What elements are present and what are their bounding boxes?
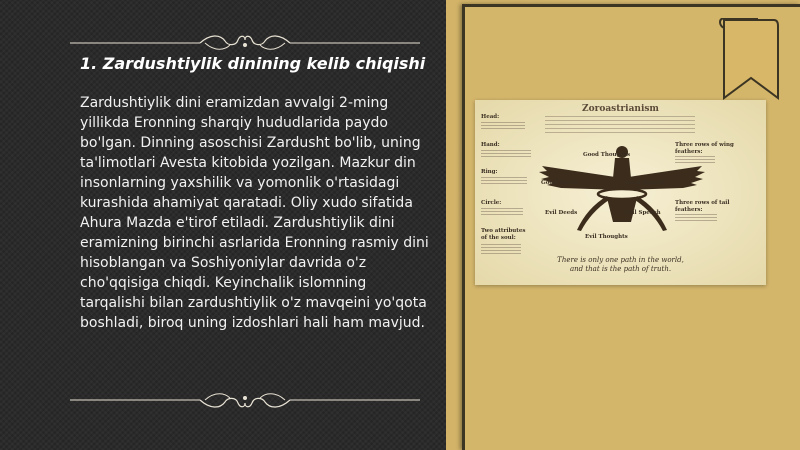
label-ring: Ring: — [481, 169, 498, 175]
label-hand-text — [481, 150, 531, 158]
label-evil-deeds: Evil Deeds — [545, 210, 578, 216]
image-footer — [475, 256, 766, 274]
label-good-words: Good Words — [541, 180, 579, 186]
label-circle: Circle: — [481, 200, 502, 206]
label-wing-text — [675, 156, 715, 164]
label-evil-speech: Evil Speech — [625, 210, 661, 216]
image-subtitle-lines — [545, 116, 695, 136]
label-tail-text — [675, 214, 717, 222]
label-two-attributes: Two attributes of the soul: — [481, 228, 526, 241]
slide-title: 1. Zardushtiylik dinining kelib chiqishi — [80, 54, 426, 73]
image-footer-line2: and that is the path of truth. — [569, 265, 672, 273]
label-head-text — [481, 122, 525, 130]
bookmark-ribbon-icon — [718, 18, 780, 100]
label-evil-thoughts: Evil Thoughts — [585, 234, 628, 240]
image-title: Zoroastrianism — [582, 104, 659, 114]
label-hand: Hand: — [481, 142, 500, 148]
label-good-speech: Good Speech — [625, 180, 665, 186]
faravahar-image — [475, 100, 766, 285]
scroll-ornament-icon — [70, 32, 420, 54]
label-good-thoughts: Good Thoughts — [583, 152, 631, 158]
label-three-rows-wing: Three rows of wing feathers: — [675, 142, 734, 155]
scroll-ornament-bottom-icon — [70, 389, 420, 411]
label-circle-text — [481, 208, 523, 216]
slide-body-text: Zardushtiylik dini eramizdan avvalgi 2-ming yillikda Eronning sharqiy hududlarida paydo bo'lgan. Dinning asoschisi Zardusht bo'lib, uning ta'limotlari Avesta kitobida yozilgan. Mazkur din insonlarning yaxshilik va yomonlik o'rtasidagi kurashida ahamiyat qaratadi. Oliy xudo sifatida Ahura Mazda e'tirof etiladi. Zardushtiylik dini eramizning birinchi asrlarida Eronning rasmiy dini hisoblangan va Soshiyoniylar davrida o'z cho'qqisiga chiqdi. Keyinchalik islomning tarqalishi bilan zardushtiylik o'z mavqeini yo'qota boshladi, biroq uning izdoshlari hali ham mavjud. — [80, 95, 429, 331]
label-two-attributes-text — [481, 244, 521, 254]
label-ring-text — [481, 177, 527, 185]
image-footer-line1: There is only one path in the world, — [557, 256, 684, 264]
label-three-rows-tail: Three rows of tail feathers: — [675, 200, 730, 213]
label-head: Head: — [481, 114, 500, 120]
